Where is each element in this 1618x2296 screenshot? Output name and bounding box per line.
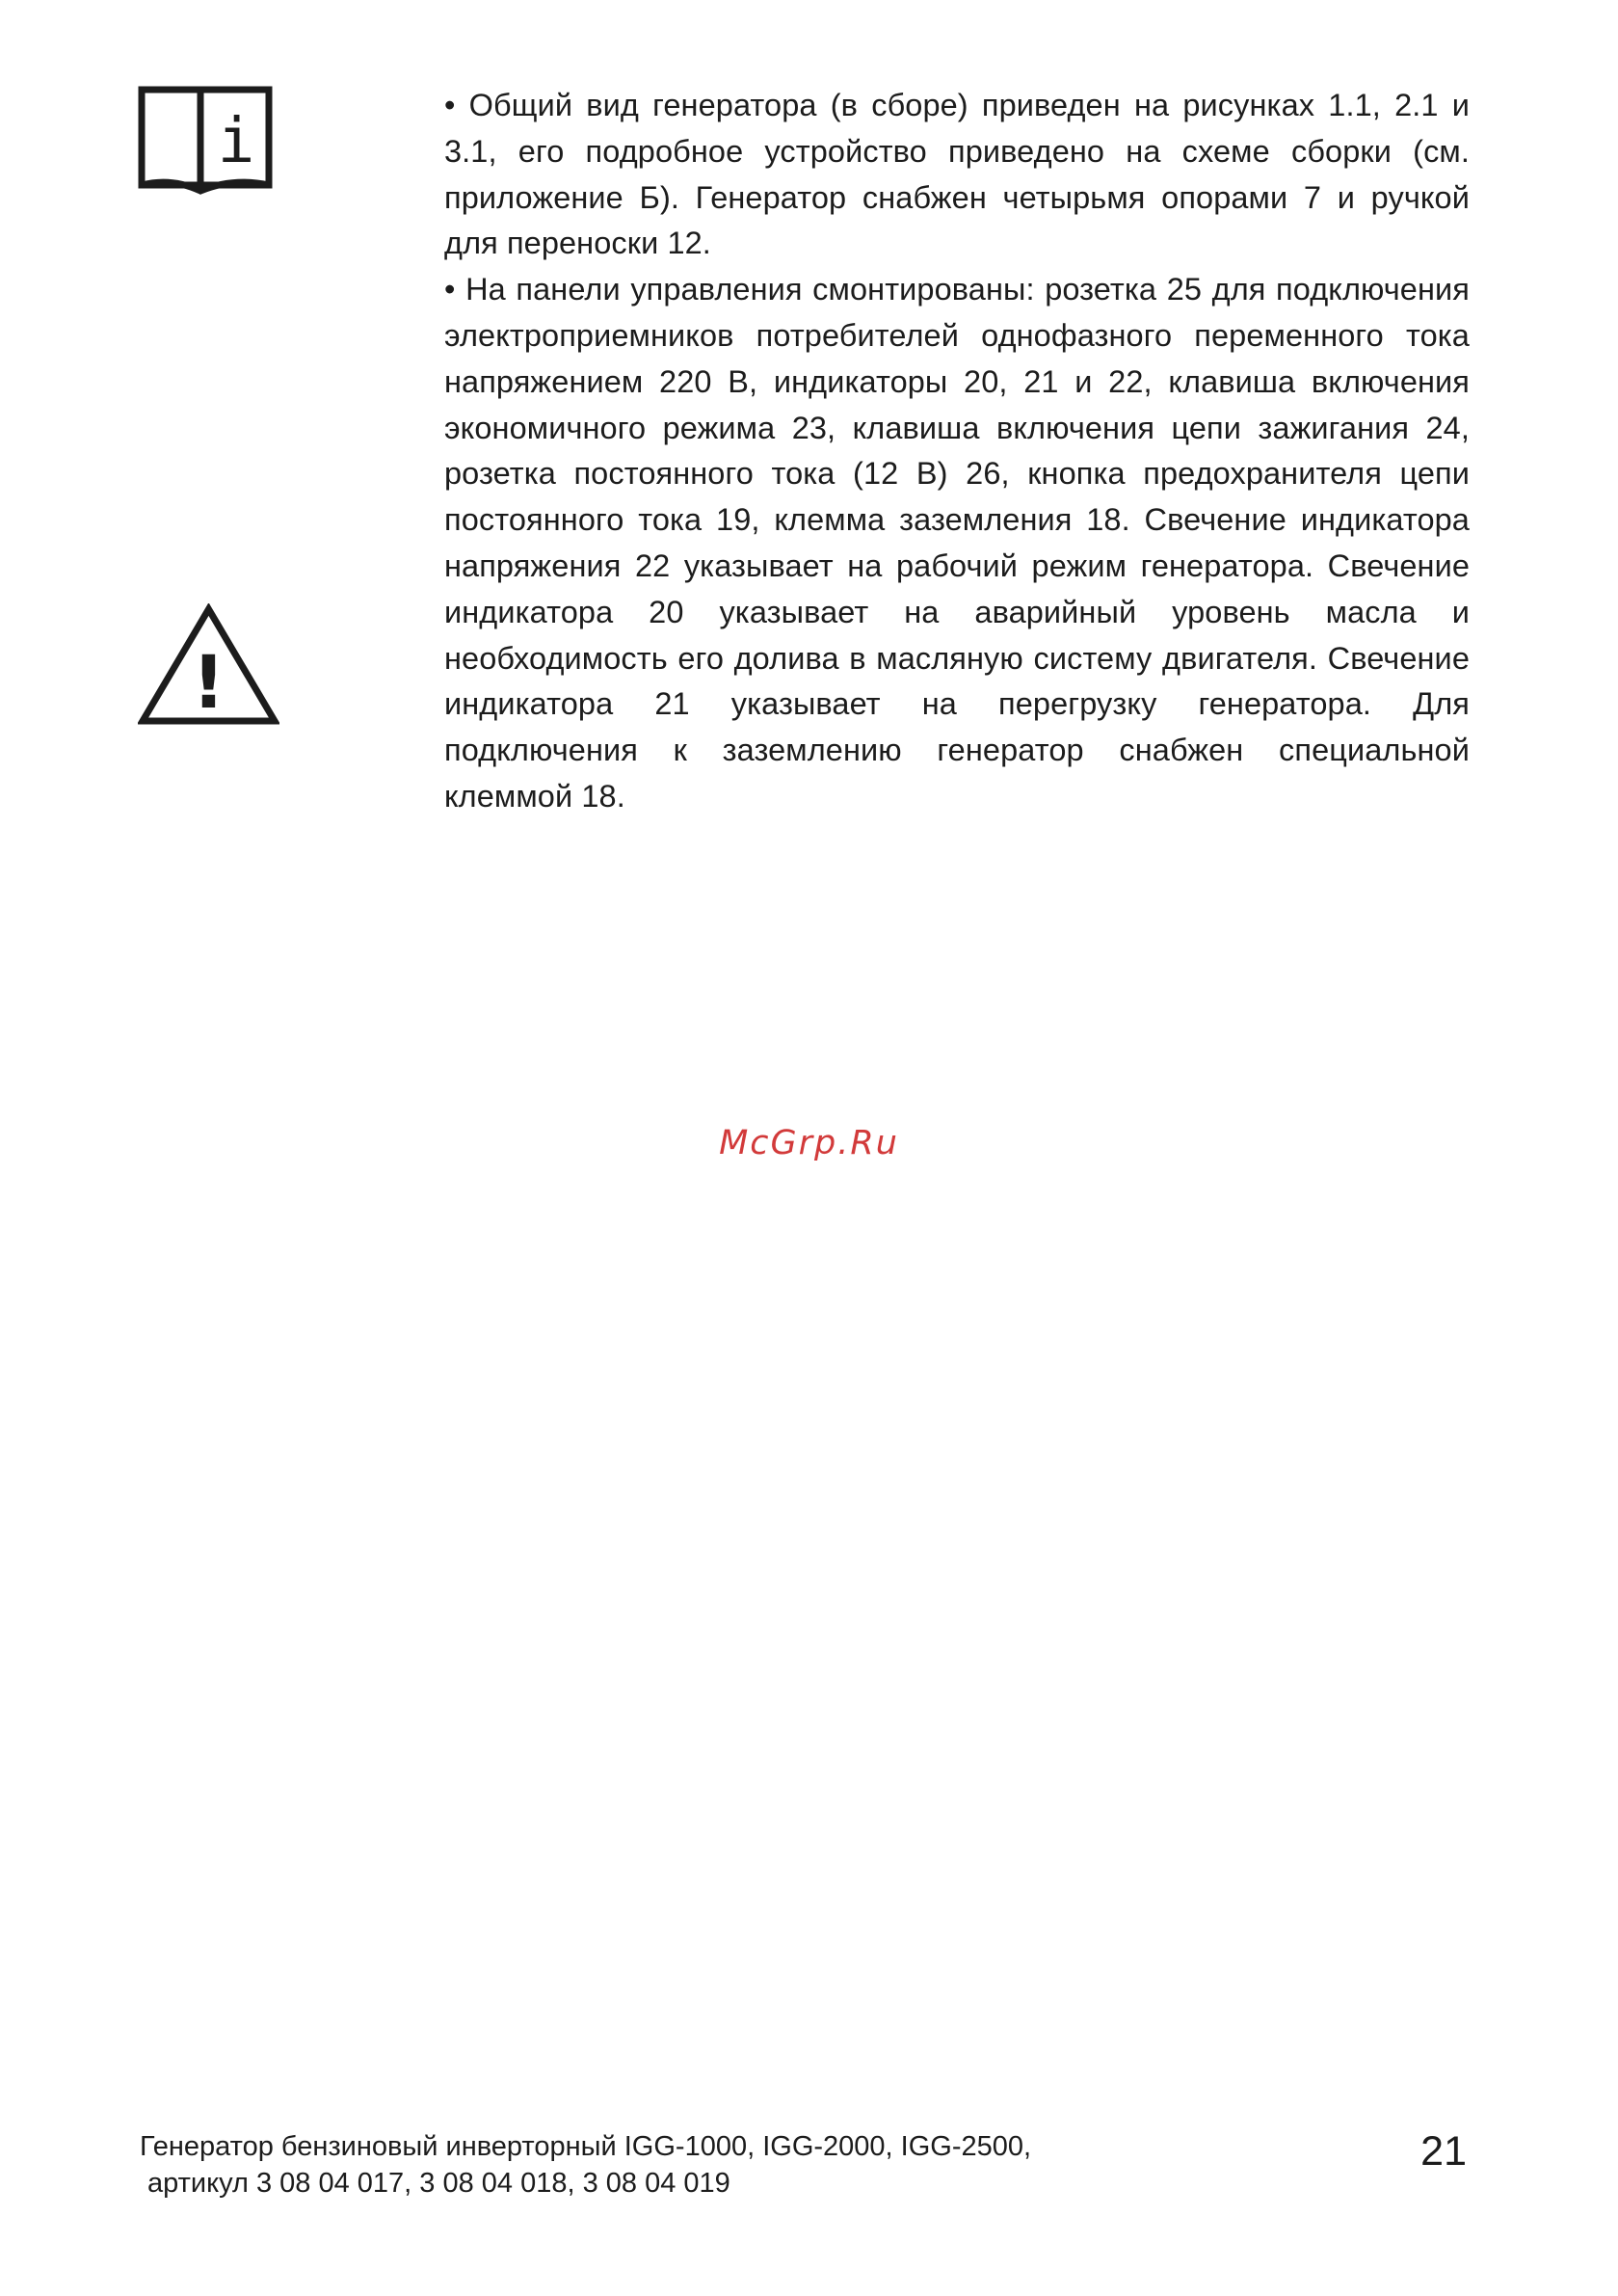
watermark: McGrp.Ru	[719, 1124, 899, 1162]
page-number: 21	[1420, 2128, 1467, 2175]
footer-line-model: Генератор бензиновый инверторный IGG-1000, IGG-2000, IGG-2500,	[140, 2131, 1032, 2162]
warning-exclamation: !	[192, 639, 225, 725]
book-info-letter: i	[217, 106, 255, 177]
paragraph-control-panel: • На панели управления смонтированы: розетка 25 для подключения электроприемников потребителей однофазного переменного тока напряжением 220 В, индикаторы 20, 21 и 22, клавиша включения экономичного режима 23, клавиша включения цепи зажигания 24, розетка постоянного тока (12 В) 26, кнопка предохранителя цепи постоянного тока 19, клемма заземления 18. Свечение индикатора напряжения 22 указывает на рабочий режим генератора. Свечение индикатора 20 указывает на аварийный уровень масла и необходимость его долива в масляную систему двигателя. Свечение индикатора 21 указывает на перегрузку генератора. Для подключения к заземлению генератор снабжен специальной клеммой 18.	[444, 272, 1470, 814]
footer-document-title	[140, 2128, 1031, 2202]
warning-triangle-icon	[138, 603, 279, 727]
body-text	[444, 83, 1470, 820]
book-info-icon	[137, 85, 276, 197]
footer-line-article: артикул 3 08 04 017, 3 08 04 018, 3 08 04 019	[147, 2168, 730, 2199]
paragraph-general-view: • Общий вид генератора (в сборе) приведен на рисунках 1.1, 2.1 и 3.1, его подробное устройство приведено на схеме сборки (см. приложение Б). Генератор снабжен четырьмя опорами 7 и ручкой для переноски 12.	[444, 88, 1470, 261]
